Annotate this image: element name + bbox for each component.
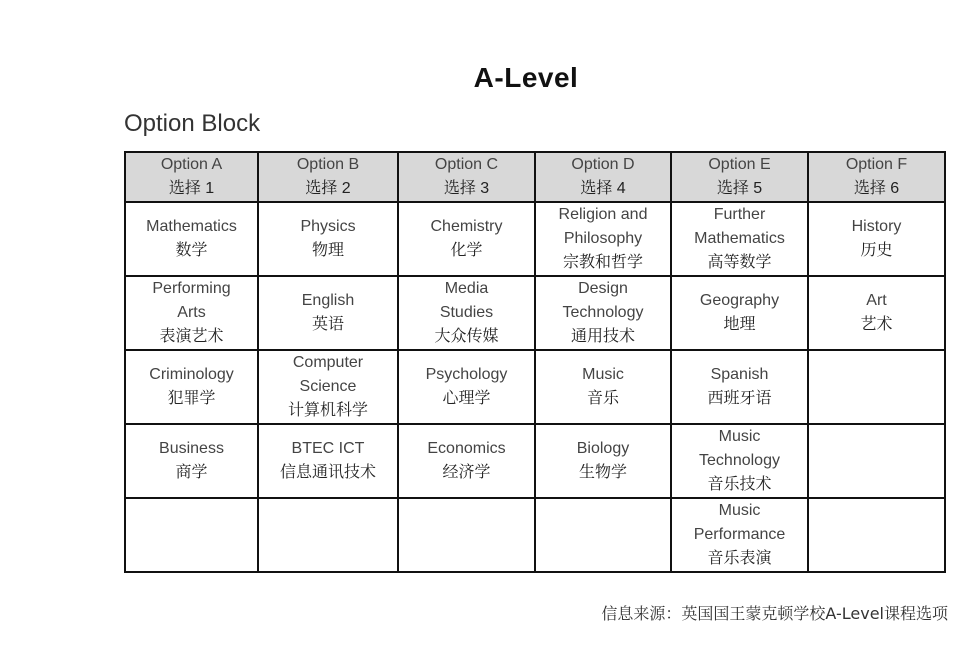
subject-cell [671,202,808,276]
option-header-label: Option F [845,156,908,173]
subject-name-en: Music [718,502,761,519]
option-header-label: Option D [571,156,635,173]
table-row [125,350,945,424]
subject-name-cn: 犯罪学 [167,390,216,407]
subject-name-cn: 音乐技术 [707,476,772,493]
option-header-label: Option E [708,156,771,173]
subject-name-cn: 历史 [860,242,893,259]
option-header-c [398,152,535,202]
subject-name-en: Physics [300,218,356,235]
subject-name-cn: 信息通讯技术 [279,464,376,481]
section-subtitle: Option Block [124,110,261,137]
subject-name-cn: 高等数学 [707,254,772,271]
subject-cell [258,276,398,350]
subject-name-cn: 表演艺术 [159,328,224,345]
option-header-label-cn: 选择 1 [168,180,215,197]
table-row [125,498,945,572]
subject-cell [671,498,808,572]
table-row [125,424,945,498]
subject-cell [671,424,808,498]
source-note: 信息来源：英国国王蒙克顿学校A-Level课程选项 [601,604,948,623]
empty-cell [808,350,945,424]
subject-name-en: Media [444,280,489,297]
subject-name-en: Music [582,366,624,383]
subject-cell [535,350,671,424]
option-header-label-cn: 选择 5 [716,180,763,197]
subject-name-en: Chemistry [430,218,503,235]
page-title: A-Level [473,62,579,93]
subject-name-en: Computer [292,354,364,371]
subject-name-cn: 英语 [311,316,344,333]
empty-cell [258,498,398,572]
empty-cell [125,498,258,572]
subject-name-en: Performance [693,526,786,543]
subject-name-en: Design [578,280,628,297]
subject-name-cn: 生物学 [578,464,627,481]
subject-cell [808,202,945,276]
subject-name-en: Music [718,428,761,445]
subject-name-en: Arts [177,304,206,321]
subject-name-en: Technology [562,304,644,321]
subject-name-en: Further [713,206,766,223]
subject-name-cn: 计算机科学 [287,402,368,419]
option-header-label: Option C [434,156,499,173]
subject-name-cn: 宗教和哲学 [562,254,643,271]
subject-name-cn: 西班牙语 [707,390,772,407]
subject-name-en: Technology [699,452,780,469]
subject-name-en: Criminology [149,366,234,383]
table-row [125,276,945,350]
option-header-a [125,152,258,202]
subject-name-en: Biology [576,440,630,457]
table-header [125,152,945,202]
subject-cell [258,424,398,498]
empty-cell [808,498,945,572]
subject-name-cn: 商学 [175,464,208,481]
subject-name-cn: 心理学 [442,390,491,407]
subject-name-en: Art [866,292,887,309]
option-header-label-cn: 选择 6 [853,180,900,197]
subject-name-cn: 物理 [311,242,344,259]
subject-name-cn: 化学 [450,242,483,259]
subject-name-en: English [301,292,355,309]
subject-cell [258,202,398,276]
subject-name-en: Psychology [425,366,508,383]
option-header-b [258,152,398,202]
subject-name-en: Philosophy [563,230,643,247]
subject-name-en: Mathematics [694,230,785,247]
option-header-label: Option B [296,156,360,173]
subject-cell [125,276,258,350]
subject-cell [398,276,535,350]
subject-name-cn: 音乐表演 [707,550,772,567]
subject-name-en: Business [159,440,224,457]
subject-cell [535,202,671,276]
subject-cell [535,424,671,498]
subject-name-cn: 经济学 [442,464,491,481]
option-block-table [124,151,946,573]
subject-name-en: Economics [427,440,506,457]
subject-cell [125,350,258,424]
subject-name-cn: 艺术 [860,316,893,333]
subject-cell [258,350,398,424]
subject-cell [535,276,671,350]
subject-name-en: Studies [439,304,494,321]
option-header-label: Option A [160,156,223,173]
subject-name-cn: 音乐 [586,390,619,407]
subject-name-cn: 数学 [175,242,208,259]
subject-name-en: Religion and [558,206,648,223]
subject-cell [671,276,808,350]
subject-name-en: Mathematics [146,218,237,235]
subject-cell [808,276,945,350]
header-row [125,152,945,202]
option-header-label-cn: 选择 3 [443,180,490,197]
subject-name-en: BTEC ICT [291,440,365,457]
subject-name-cn: 地理 [723,316,756,333]
subject-cell [398,202,535,276]
empty-cell [398,498,535,572]
subject-name-cn: 通用技术 [570,328,635,345]
option-header-f [808,152,945,202]
subject-cell [398,350,535,424]
table-row [125,202,945,276]
table-body [125,202,945,572]
option-header-label-cn: 选择 4 [580,180,626,197]
option-header-d [535,152,671,202]
empty-cell [808,424,945,498]
empty-cell [535,498,671,572]
subject-cell [125,424,258,498]
subject-name-en: Performing [152,280,231,297]
subject-name-en: Spanish [710,366,769,383]
option-header-label-cn: 选择 2 [305,180,351,197]
subject-cell [398,424,535,498]
option-header-e [671,152,808,202]
subject-name-en: Science [299,378,357,395]
subject-name-cn: 大众传媒 [434,328,499,345]
subject-name-en: Geography [699,292,780,309]
subject-cell [125,202,258,276]
subject-cell [671,350,808,424]
subject-name-en: History [851,218,902,235]
